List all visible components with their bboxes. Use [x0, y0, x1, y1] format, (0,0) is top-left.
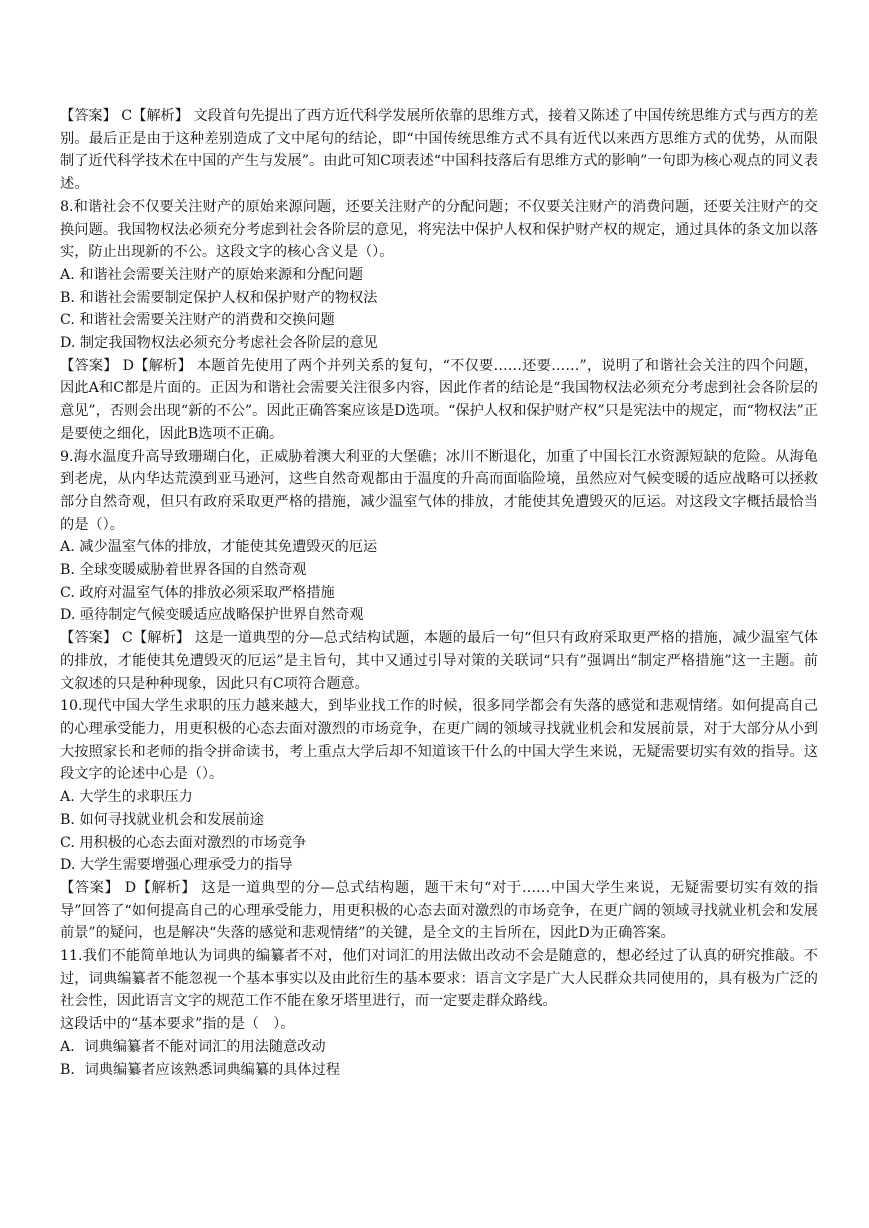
question-9-option-b: B. 全球变暖威胁着世界各国的自然奇观	[60, 562, 307, 579]
question-9-option-c: C. 政府对温室气体的排放必须采取严格措施	[60, 584, 335, 601]
question-8-option-c: C. 和谐社会需要关注财产的消费和交换问题	[60, 312, 335, 329]
question-11-question: 这段话中的“基本要求”指的是（ ）。	[60, 1016, 295, 1033]
question-11-option-b: B．词典编纂者应该熟悉词典编纂的具体过程	[60, 1061, 340, 1078]
question-10-option-c: C. 用积极的心态去面对激烈的市场竞争	[60, 834, 307, 851]
question-10-option-d: D. 大学生需要增强心理承受力的指导	[60, 857, 293, 874]
question-10-answer: 【答案】 D【解析】 这是一道典型的分—总式结构题，题干末句“对于……中国大学生来说，无疑需要切实有效的指导”回答了“如何提高自己的心理承受能力，用更积极的心态去面对激烈的市场竞争，在更广阔的领域寻找就业机会和发展前景”的疑问，也是解决“失落的感觉和悲观情绪”的关键，是全文的主旨所在，因此D为正确答案。	[60, 879, 818, 942]
question-11-option-a: A．词典编纂者不能对词汇的用法随意改动	[60, 1038, 326, 1055]
question-8-option-a: A. 和谐社会需要关注财产的原始来源和分配问题	[60, 266, 364, 283]
question-9-option-a: A. 减少温室气体的排放，才能使其免遭毁灭的厄运	[60, 539, 378, 556]
question-8-answer: 【答案】 D【解析】 本题首先使用了两个并列关系的复句，“不仅要……还要……”，说明了和谐社会关注的四个问题，因此A和C都是片面的。正因为和谐社会需要关注很多内容，因此作者的结论是“我国物权法必须充分考虑到社会各阶层的意见”，否则会出现“新的不公”。因此正确答案应该是D选项。“保护人权和保护财产权”只是宪法中的规定，而“物权法”正是要使之细化，因此B选项不正确。	[60, 357, 818, 442]
question-8-option-b: B. 和谐社会需要制定保护人权和保护财产的物权法	[60, 289, 378, 306]
question-10-option-b: B. 如何寻找就业机会和发展前途	[60, 811, 264, 828]
document-page	[60, 105, 818, 1081]
question-11-stem: 11.我们不能简单地认为词典的编纂者不对，他们对词汇的用法做出改动不会是随意的，想必经过了认真的研究推敲。不过，词典编纂者不能忽视一个基本事实以及由此衍生的基本要求：语言文字是广大人民群众共同使用的，具有极为广泛的社会性，因此语言文字的规范工作不能在象牙塔里进行，而一定要走群众路线。	[60, 948, 818, 1010]
question-9-answer: 【答案】 C【解析】 这是一道典型的分—总式结构试题，本题的最后一句“但只有政府采取更严格的措施，减少温室气体的排放，才能使其免遭毁灭的厄运”是主旨句，其中又通过引导对策的关联词“只有”强调出“制定严格措施”这一主题。前文叙述的只是种种现象，因此只有C项符合题意。	[60, 630, 818, 692]
question-8-option-d: D. 制定我国物权法必须充分考虑社会各阶层的意见	[60, 335, 378, 352]
previous-answer-explanation: 【答案】 C【解析】 文段首句先提出了西方近代科学发展所依靠的思维方式，接着又陈述了中国传统思维方式与西方的差别。最后正是由于这种差别造成了文中尾句的结论，即“中国传统思维方式不具有近代以来西方思维方式的优势，从而限制了近代科学技术在中国的产生与发展”。由此可知C项表述“中国科技落后有思维方式的影响”一句即为核心观点的同义表述。	[60, 108, 818, 193]
question-10-stem: 10.现代中国大学生求职的压力越来越大，到毕业找工作的时候，很多同学都会有失落的感觉和悲观情绪。如何提高自己的心理承受能力，用更积极的心态去面对激烈的市场竞争，在更广阔的领域寻找就业机会和发展前景，对于大部分从小到大按照家长和老师的指令拼命读书，考上重点大学后却不知道该干什么的中国大学生来说，无疑需要切实有效的指导。这段文字的论述中心是（）。	[60, 698, 818, 783]
question-9-option-d: D. 亟待制定气候变暖适应战略保护世界自然奇观	[60, 607, 364, 624]
question-8-stem: 8.和谐社会不仅要关注财产的原始来源问题，还要关注财产的分配问题；不仅要关注财产的消费问题，还要关注财产的交换问题。我国物权法必须充分考虑到社会各阶层的意见，将宪法中保护人权和保护财产权的规定，通过具体的条文加以落实，防止出现新的不公。这段文字的核心含义是（）。	[60, 198, 818, 261]
question-9-stem: 9.海水温度升高导致珊瑚白化，正威胁着澳大利亚的大堡礁；冰川不断退化，加重了中国长江水资源短缺的危险。从海龟到老虎，从内华达荒漠到亚马逊河，这些自然奇观都由于温度的升高而面临险境，虽然应对气候变暖的适应战略可以拯救部分自然奇观，但只有政府采取更严格的措施，减少温室气体的排放，才能使其免遭毁灭的厄运。对这段文字概括最恰当的是（）。	[60, 448, 818, 533]
question-10-option-a: A. 大学生的求职压力	[60, 789, 193, 806]
